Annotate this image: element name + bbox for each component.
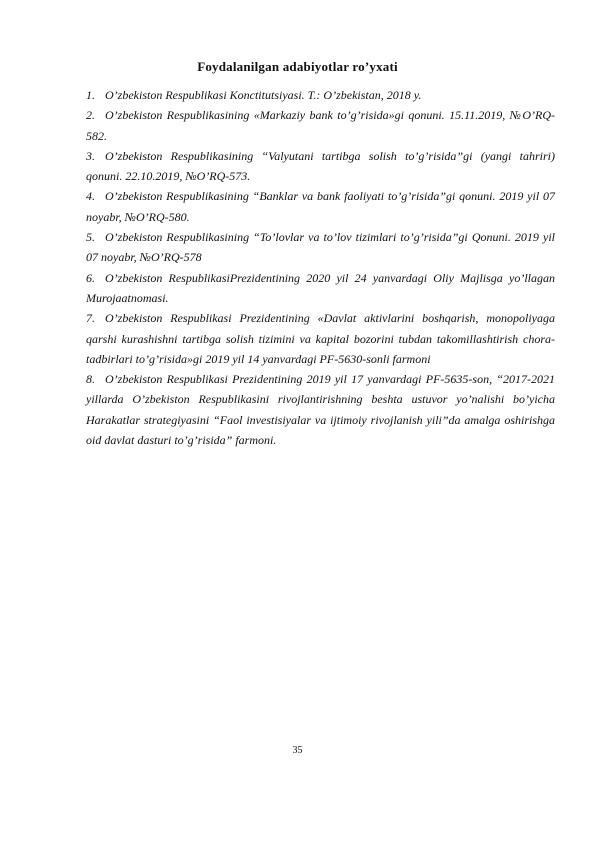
reference-number: 7.	[86, 311, 95, 326]
reference-text: O’zbekiston RespublikasiPrezidentining 2020 yil 24 yanvardagi Oliy Majlisga yo’llagan Murojaatnomasi.	[86, 270, 555, 305]
reference-text: O’zbekiston Respublikasining “Banklar va bank faoliyati to’g’risida”gi qonuni. 2019 yil 07 noyabr, №O’RQ-580.	[86, 189, 555, 224]
reference-text: O’zbekiston Respublikasi Prezidentining 2019 yil 17 yanvardagi PF-5635-son, “2017-2021 yillarda O’zbekiston Respublikasini rivojlantirishning beshta ustuvor yo’nalishi bo’yicha Harakatlar strategiyasini “Faol investisiyalar va ijtimoiy rivojlanish yili”da amalga oshirishga oid davlat dasturi to’g’risida” farmoni.	[86, 372, 555, 448]
reference-number: 4.	[86, 189, 95, 204]
reference-item	[86, 308, 555, 369]
reference-item	[86, 227, 555, 268]
reference-item	[86, 186, 555, 227]
reference-text: O’zbekiston Respublikasi Prezidentining «Davlat aktivlarini boshqarish, monopoliyaga qarshi kurashishni tartibga solish tizimini va kapital bozorini tubdan takomillashtirish chora-tadbirlari to’g’risida»gi 2019 yil 14 yanvardagi PF-5630-sonli farmoni	[86, 311, 555, 366]
reference-number: 5.	[86, 230, 95, 245]
reference-number: 2.	[86, 108, 95, 123]
reference-item	[86, 369, 555, 450]
reference-text: O’zbekiston Respublikasining «Markaziy bank to’g’risida»gi qonuni. 15.11.2019, №O’RQ-582.	[86, 108, 555, 143]
reference-item	[86, 105, 555, 146]
reference-list	[86, 85, 555, 450]
reference-item	[86, 268, 555, 309]
page-title: Foydalanilgan adabiyotlar ro’yxati	[197, 59, 398, 74]
reference-text: O’zbekiston Respublikasining “Valyutani tartibga solish to’g’risida”gi (yangi tahriri) qonuni. 22.10.2019, №O’RQ-573.	[86, 148, 555, 184]
page-number: 35	[292, 745, 303, 756]
reference-text: O’zbekiston Respublikasi Konctitutsiyasi. T.: O’zbekistan, 2018 y.	[105, 88, 422, 102]
reference-number: 3.	[86, 148, 95, 163]
reference-number: 6.	[86, 270, 95, 285]
reference-item	[86, 146, 555, 187]
reference-text: O’zbekiston Respublikasining “To’lovlar va to’lov tizimlari to’g’risida”gi Qonuni. 2019 yil 07 noyabr, №O’RQ-578	[86, 230, 555, 265]
reference-number: 8.	[86, 372, 95, 387]
reference-item	[86, 85, 555, 105]
reference-number: 1.	[86, 88, 95, 102]
